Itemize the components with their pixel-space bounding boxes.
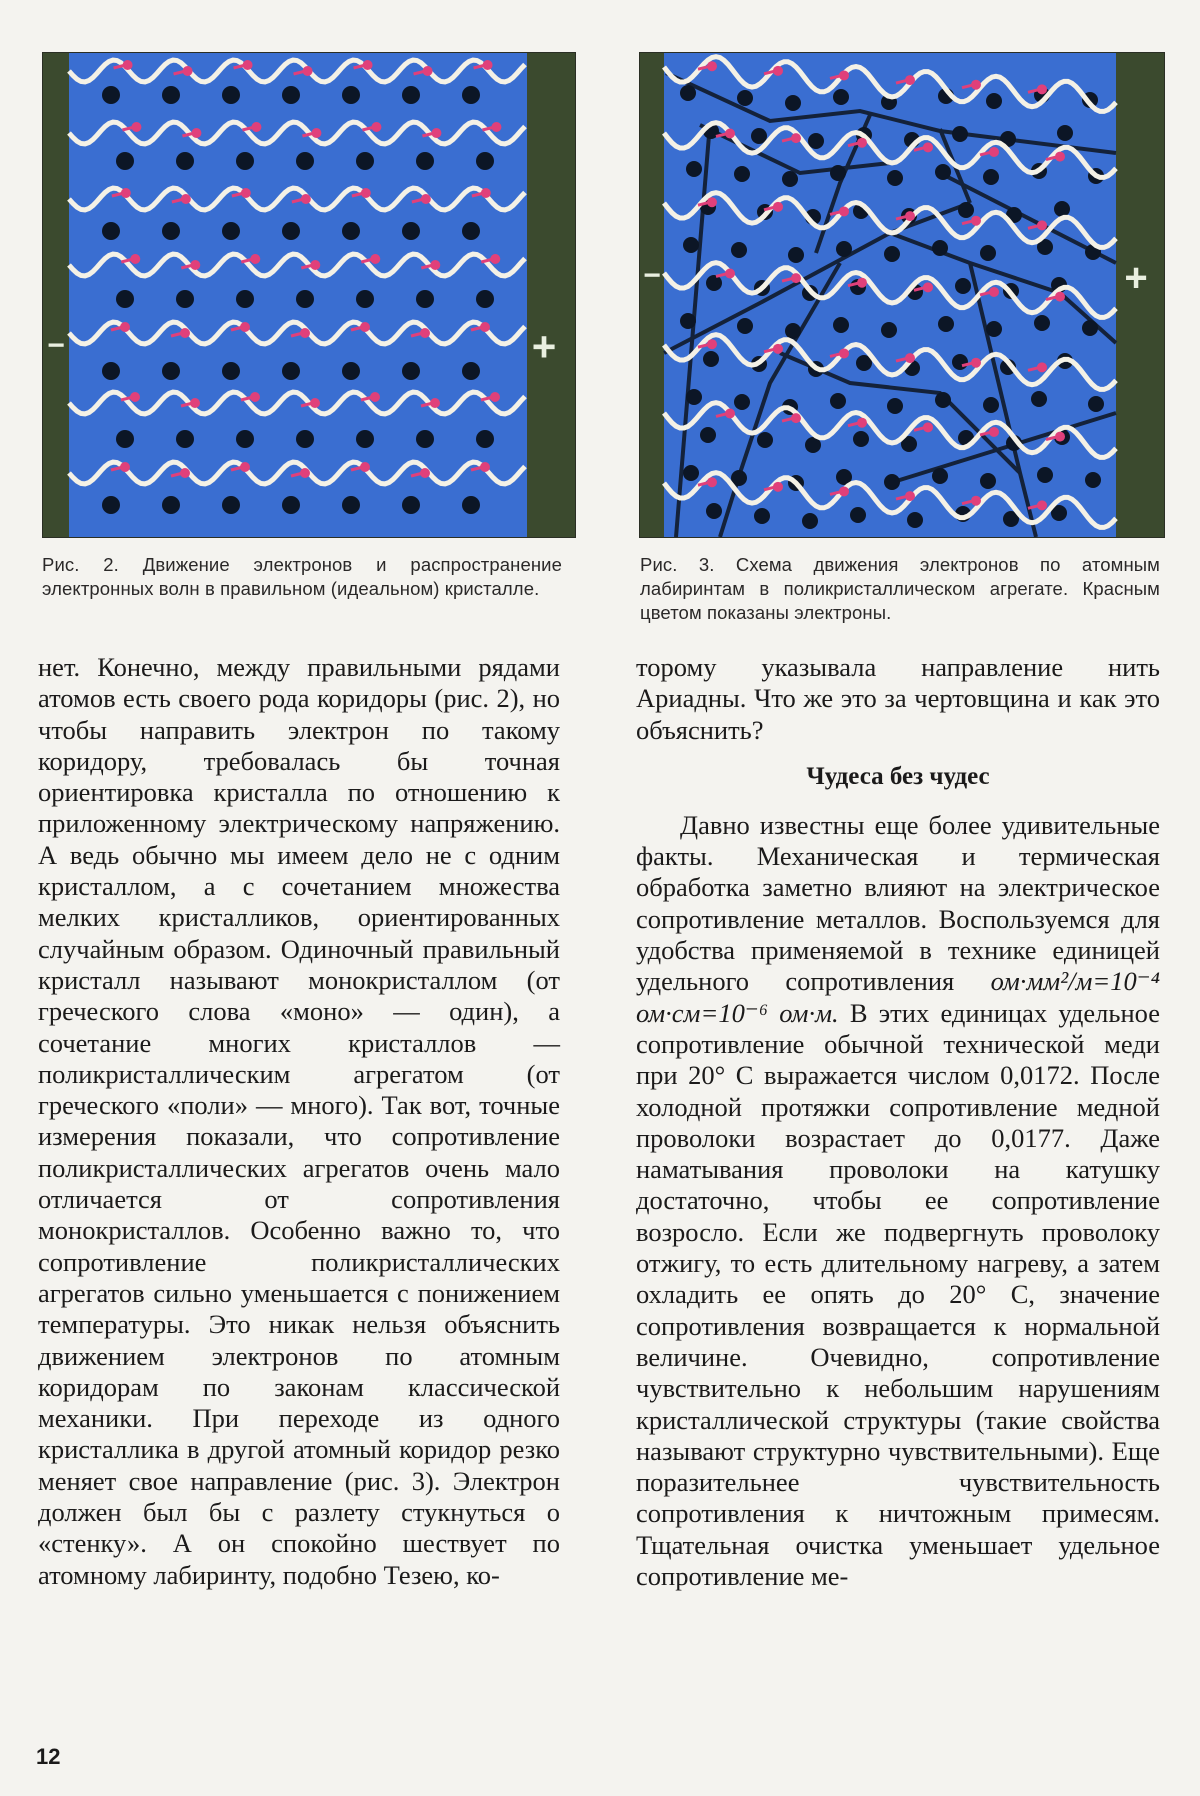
atom (737, 318, 753, 334)
atom (754, 508, 770, 524)
atom (102, 86, 120, 104)
atom (850, 507, 866, 523)
electron (480, 322, 490, 332)
atom (116, 430, 134, 448)
electron (725, 268, 735, 278)
atom (938, 316, 954, 332)
electron (430, 260, 440, 270)
electron (989, 147, 999, 157)
atom (700, 427, 716, 443)
electron (773, 202, 783, 212)
electron (791, 133, 801, 143)
atom (983, 397, 999, 413)
section-heading: Чудеса без чудес (806, 762, 990, 790)
atom (1088, 396, 1104, 412)
electron (131, 122, 141, 132)
electron (190, 260, 200, 270)
atom (932, 240, 948, 256)
body-paragraph: торому указывала направление нить Ариадны. Что же это за чертовщина и как это объяснить? (636, 652, 1160, 745)
atom (785, 323, 801, 339)
atom (808, 133, 824, 149)
figure-2-caption: Рис. 2. Движение электронов и распространение электронных волн в правильном (идеальном) кристалле. (42, 554, 562, 599)
electron (360, 462, 370, 472)
atom (356, 290, 374, 308)
electron (483, 60, 493, 70)
electron (491, 122, 501, 132)
atom (737, 90, 753, 106)
atom (757, 432, 773, 448)
atom (1082, 320, 1098, 336)
electron (905, 211, 915, 221)
electron (1037, 220, 1047, 230)
figure-2-illustration (43, 53, 575, 537)
atom (980, 473, 996, 489)
electron (370, 254, 380, 264)
atom (1031, 391, 1047, 407)
electron (181, 194, 191, 204)
atom (162, 496, 180, 514)
body-paragraph (636, 810, 1160, 1592)
electron (923, 142, 933, 152)
atom (734, 394, 750, 410)
electron (121, 188, 131, 198)
atom (162, 86, 180, 104)
electron (839, 70, 849, 80)
atom (1037, 467, 1053, 483)
minus-sign: − (643, 259, 661, 292)
electron (371, 122, 381, 132)
atom (462, 86, 480, 104)
electron (303, 66, 313, 76)
electron (839, 486, 849, 496)
atom (402, 86, 420, 104)
minus-sign: − (47, 329, 65, 362)
electron (791, 413, 801, 423)
atom (356, 152, 374, 170)
atom (416, 290, 434, 308)
electron (971, 216, 981, 226)
atom (476, 152, 494, 170)
atom (785, 95, 801, 111)
atom (102, 496, 120, 514)
electron (120, 462, 130, 472)
atom (830, 165, 846, 181)
atom (236, 430, 254, 448)
atom (222, 86, 240, 104)
atom (342, 222, 360, 240)
atom (734, 166, 750, 182)
atom (162, 222, 180, 240)
electron (130, 392, 140, 402)
atom (462, 496, 480, 514)
atom (731, 242, 747, 258)
atom (986, 93, 1002, 109)
electron (180, 328, 190, 338)
electron (250, 254, 260, 264)
atom (1057, 125, 1073, 141)
atom (1034, 315, 1050, 331)
electron (420, 328, 430, 338)
atom (402, 362, 420, 380)
electron (905, 491, 915, 501)
electron (1055, 292, 1065, 302)
atom (952, 126, 968, 142)
paragraph-text: В этих единицах удельное сопротивление обычной технической меди при 20° С выражается числом 0,0172. После холодной протяжки сопротивление медной проволоки возрастает до 0,0177. Даже наматывания проволоки на катушку достаточно, чтобы ее сопротивление возросло. Если же подвергнуть проволоку отжигу, то есть длительному нагреву, а затем охладить ее опять до 20° С, значение сопротивления возвращается к нормальной величине. Очевидно, сопротивление чувствительно к небольшим нарушениям кристаллической структуры (такие свойства называют структурно чувствительными). Еще поразительнее чувствительность сопротивления к ничтожным примесям. Тщательная очистка уменьшает удельное сопротивление ме- (636, 997, 1160, 1592)
electron (857, 138, 867, 148)
atom (176, 152, 194, 170)
electron (300, 468, 310, 478)
electron (725, 128, 735, 138)
electron (791, 273, 801, 283)
atom (884, 474, 900, 490)
atom (416, 152, 434, 170)
electron (120, 322, 130, 332)
electron (431, 128, 441, 138)
electron (923, 422, 933, 432)
electron (1037, 500, 1047, 510)
electron (251, 122, 261, 132)
atom (952, 354, 968, 370)
electron (773, 482, 783, 492)
atom (706, 275, 722, 291)
electron (1055, 152, 1065, 162)
atom (1054, 201, 1070, 217)
electron (241, 188, 251, 198)
electron (707, 61, 717, 71)
atom (342, 362, 360, 380)
atom (102, 362, 120, 380)
electron (190, 398, 200, 408)
atom (802, 513, 818, 529)
atom (236, 290, 254, 308)
atom (476, 290, 494, 308)
negative-electrode (640, 53, 664, 537)
atom (282, 362, 300, 380)
electron (707, 477, 717, 487)
electron (839, 348, 849, 358)
electron (481, 188, 491, 198)
electron (361, 188, 371, 198)
atom (116, 290, 134, 308)
atom (853, 431, 869, 447)
atom (282, 222, 300, 240)
electron (130, 254, 140, 264)
electron (370, 392, 380, 402)
electron (839, 206, 849, 216)
electron (773, 66, 783, 76)
atom (402, 222, 420, 240)
electron (773, 344, 783, 354)
atom (830, 393, 846, 409)
atom (833, 317, 849, 333)
atom (296, 430, 314, 448)
atom (680, 313, 696, 329)
figure-3-illustration (640, 53, 1164, 537)
electron (857, 278, 867, 288)
atom (884, 246, 900, 262)
atom (416, 430, 434, 448)
electron (311, 128, 321, 138)
atom (983, 169, 999, 185)
atom (836, 241, 852, 257)
electron (310, 398, 320, 408)
atom (683, 237, 699, 253)
atom (476, 430, 494, 448)
left-column (38, 652, 560, 1591)
figure-2-ideal-crystal (42, 52, 576, 538)
electron (971, 496, 981, 506)
atom (102, 222, 120, 240)
atom (958, 202, 974, 218)
atom (986, 321, 1002, 337)
electron (989, 287, 999, 297)
electron (490, 392, 500, 402)
electron (1037, 362, 1047, 372)
atom (296, 152, 314, 170)
atom (116, 152, 134, 170)
body-paragraph: нет. Конечно, между правильными рядами атомов есть своего рода коридоры (рис. 2), но чтобы направить электрон по такому коридору, требовалась бы точная ориентировка кристалла по отношению к приложенному электрическому напряжению. А ведь обычно мы имеем дело не с одним кристаллом, а с сочетанием множества мелких кристалликов, ориентированных случайным образом. Одиночный правильный кристалл называют монокристаллом (от греческого слова «моно» — один), а сочетание многих кристаллов — поликристаллическим агрегатом (от греческого «поли» — много). Так вот, точные измерения показали, что сопротивление поликристаллических агрегатов очень мало отличается от сопротивления монокристаллов. Особенно важно то, что сопротивление поликристаллических агрегатов сильно уменьшается с понижением температуры. Это никак нельзя объяснить движением электронов по атомным коридорам по законам классической механики. При переходе из одного кристаллика в другой атомный коридор резко меняет свое направление (рис. 3). Электрон должен был бы с разлету стукнуться о «стенку». А он спокойно шествует по атомному лабиринту, подобно Тезею, ко- (38, 652, 560, 1590)
electron (310, 260, 320, 270)
atom (887, 170, 903, 186)
atom (751, 128, 767, 144)
atom (342, 86, 360, 104)
atom (176, 290, 194, 308)
electron (180, 468, 190, 478)
atom (706, 503, 722, 519)
atom (356, 430, 374, 448)
electron (905, 75, 915, 85)
figure-3-polycrystal (639, 52, 1165, 538)
electron (360, 322, 370, 332)
electron (420, 468, 430, 478)
atom (788, 247, 804, 263)
atom (782, 171, 798, 187)
electron (490, 254, 500, 264)
atom (887, 398, 903, 414)
electron (123, 60, 133, 70)
figure-3-caption: Рис. 3. Схема движения электронов по атомным лабиринтам в поликристаллическом агрегате. Красным цветом показаны электроны. (640, 554, 1160, 623)
atom (932, 468, 948, 484)
page-number: 12 (36, 1744, 61, 1769)
electron (421, 194, 431, 204)
paragraph-text: Давно известны еще более удивительные факты. Механическая и термическая обработка заметно влияют на электрическое сопротивление металлов. Воспользуемся для удобства применяемой в технике единицей удельного сопротивления (636, 809, 1160, 997)
atom (935, 164, 951, 180)
plus-sign: + (531, 323, 557, 370)
electron (240, 322, 250, 332)
atom (881, 322, 897, 338)
electron (430, 398, 440, 408)
electron (707, 339, 717, 349)
electron (725, 408, 735, 418)
electron (363, 60, 373, 70)
atom (296, 290, 314, 308)
atom (162, 362, 180, 380)
atom (402, 496, 420, 514)
atom (833, 89, 849, 105)
electron (857, 418, 867, 428)
atom (282, 86, 300, 104)
atom (236, 152, 254, 170)
atom (342, 496, 360, 514)
atom (680, 85, 696, 101)
electron (191, 128, 201, 138)
electron (923, 282, 933, 292)
electron (971, 358, 981, 368)
atom (683, 465, 699, 481)
electron (1055, 432, 1065, 442)
electron (989, 427, 999, 437)
electron (480, 462, 490, 472)
atom (282, 496, 300, 514)
plus-sign: + (1124, 256, 1148, 300)
electron (240, 462, 250, 472)
electron (301, 194, 311, 204)
electron (300, 328, 310, 338)
positive-electrode (527, 53, 575, 537)
atom (686, 161, 702, 177)
electron (183, 66, 193, 76)
atom (462, 222, 480, 240)
atom (935, 392, 951, 408)
electron (1037, 84, 1047, 94)
right-column (636, 652, 1160, 1592)
electron (971, 80, 981, 90)
atom (980, 245, 996, 261)
resistivity-units-formula: ом·мм²/м=10⁻⁴ ом·см=10⁻⁶ ом·м. (636, 966, 1160, 1028)
electron (243, 60, 253, 70)
atom (222, 496, 240, 514)
atom (176, 430, 194, 448)
negative-electrode (43, 53, 69, 537)
electron (905, 353, 915, 363)
atom (907, 512, 923, 528)
atom (462, 362, 480, 380)
electron (250, 392, 260, 402)
atom (222, 362, 240, 380)
atom (703, 351, 719, 367)
atom (686, 389, 702, 405)
electron (423, 66, 433, 76)
electron (707, 197, 717, 207)
atom (955, 278, 971, 294)
atom (222, 222, 240, 240)
atom (1085, 472, 1101, 488)
